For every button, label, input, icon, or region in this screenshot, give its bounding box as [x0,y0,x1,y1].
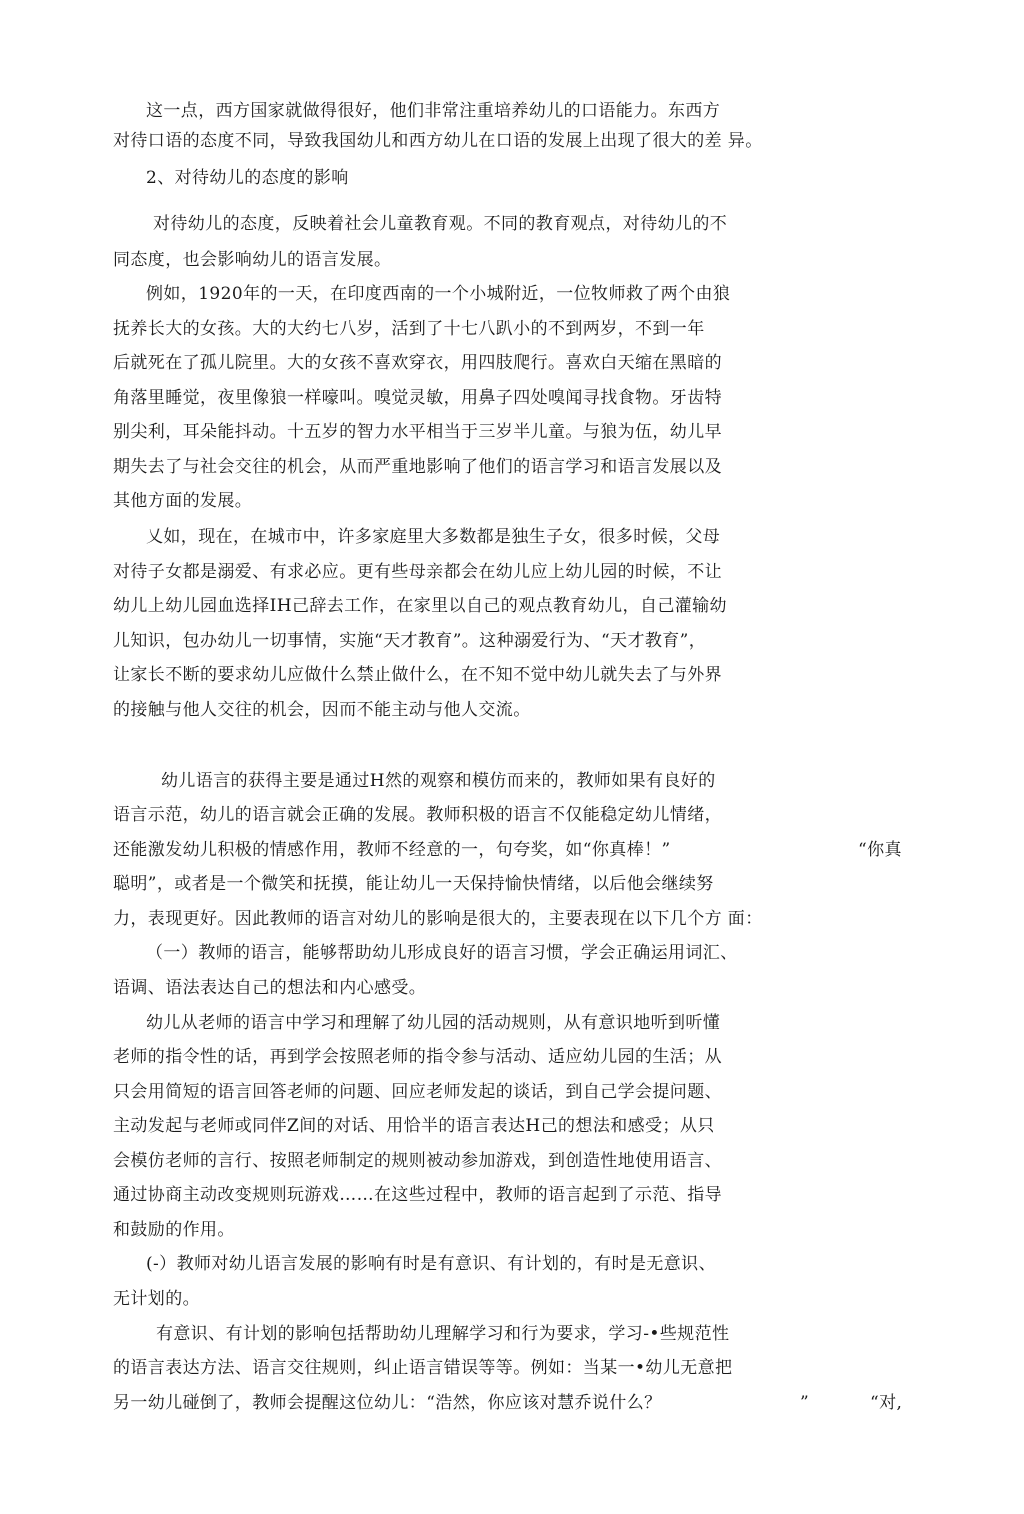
text-line: 有意识、有计划的影响包括帮助幼儿理解学习和行为要求，学习-•些规范性 [156,1324,730,1344]
text-line: 会模仿老师的言行、按照老师制定的规则被动参加游戏，到创造性地使用语言、 [113,1151,722,1171]
text-line: 其他方面的发展。 [113,491,253,511]
text-line: ” [800,1393,810,1413]
text-line: “对, [870,1393,903,1413]
text-line: 的语言表达方法、语言交往规则，纠止语言错误等等。例如：当某一•幼儿无意把 [113,1358,733,1378]
text-line: 聪明”，或者是一个微笑和抚摸，能让幼儿一天保持愉快情绪，以后他会继续努 [113,874,714,894]
text-line: 只会用简短的语言回答老师的问题、回应老师发起的谈话，到自己学会提问题、 [113,1082,722,1102]
text-line: 幼儿从老师的语言中学习和理解了幼儿园的活动规则，从有意识地听到听懂 [146,1013,721,1033]
text-line: 幼儿上幼儿园血选择IH己辞去工作，在家里以自己的观点教育幼儿，自己灌输幼 [113,596,727,616]
text-line: 和鼓励的作用。 [113,1220,235,1240]
text-line: 对待口语的态度不同，导致我国幼儿和西方幼儿在口语的发展上出现了很大的差 异。 [113,131,763,151]
text-line: 同态度，也会影响幼儿的语言发展。 [113,250,392,270]
text-line: （一）教师的语言，能够帮助幼儿形成良好的语言习惯，学会正确运用词汇、 [146,943,738,963]
text-line: 语调、语法表达自己的想法和内心感受。 [113,978,427,998]
text-line: 例如，1920年的一天，在印度西南的一个小城附近，一位牧师救了两个由狼 [146,284,731,304]
text-line: 抚养长大的女孩。大的大约七八岁，活到了十七八趴小的不到两岁，不到一年 [113,319,705,339]
text-line: 对待子女都是溺爱、有求必应。更有些母亲都会在幼儿应上幼儿园的时候，不让 [113,562,722,582]
text-line: (-）教师对幼儿语言发展的影响有时是有意识、有计划的，有时是无意识、 [146,1254,716,1274]
text-line: 的接触与他人交往的机会，因而不能主动与他人交流。 [113,700,531,720]
text-line: 乂如，现在，在城市中，许多家庭里大多数都是独生子女，很多时候，父母 [146,527,721,547]
text-line: 还能激发幼儿积极的情感作用，教师不经意的一，句夸奖，如“你真棒！” [113,840,671,860]
text-line: 让家长不断的要求幼儿应做什么禁止做什么，在不知不觉中幼儿就失去了与外界 [113,665,722,685]
text-line: 力，表现更好。因此教师的语言对幼儿的影响是很大的，主要表现在以下几个方 面： [113,909,763,929]
text-line: 语言示范，幼儿的语言就会正确的发展。教师积极的语言不仅能稳定幼儿情绪， [113,805,722,825]
text-line: “你真 [858,840,902,860]
text-line: 期失去了与社会交往的机会，从而严重地影响了他们的语言学习和语言发展以及 [113,457,722,477]
text-line: 后就死在了孤儿院里。大的女孩不喜欢穿衣，用四肢爬行。喜欢白天缩在黑暗的 [113,353,722,373]
text-line: 老师的指令性的话，再到学会按照老师的指令参与活动、适应幼儿园的生活；从 [113,1047,722,1067]
text-line: 主动发起与老师或同伴Z间的对话、用恰半的语言表达H己的想法和感受；从只 [113,1116,715,1136]
text-line: 通过协商主动改变规则玩游戏……在这些过程中，教师的语言起到了示范、指导 [113,1185,722,1205]
text-line: 角落里睡觉，夜里像狼一样嚎叫。嗅觉灵敏，用鼻子四处嗅闻寻找食物。牙齿特 [113,388,722,408]
text-line: 对待幼儿的态度，反映着社会儿童教育观。不同的教育观点，对待幼儿的不 [153,214,728,234]
text-line: 另一幼儿碰倒了，教师会提醒这位幼儿：“浩然，你应该对慧乔说什么？ [113,1393,662,1413]
section-heading: 2、对待幼儿的态度的影响 [146,168,349,188]
text-line: 幼儿语言的获得主要是通过H然的观察和模仿而来的，教师如果有良好的 [161,771,716,791]
text-line: 这一点，西方国家就做得很好，他们非常注重培养幼儿的口语能力。东西方 [146,101,721,121]
text-line: 别尖利，耳朵能抖动。十五岁的智力水平相当于三岁半儿童。与狼为伍，幼儿早 [113,422,722,442]
text-line: 无计划的。 [113,1289,200,1309]
text-line: 儿知识，包办幼儿一切事情，实施“天才教育”。这种溺爱行为、“天才教育”， [113,631,707,651]
